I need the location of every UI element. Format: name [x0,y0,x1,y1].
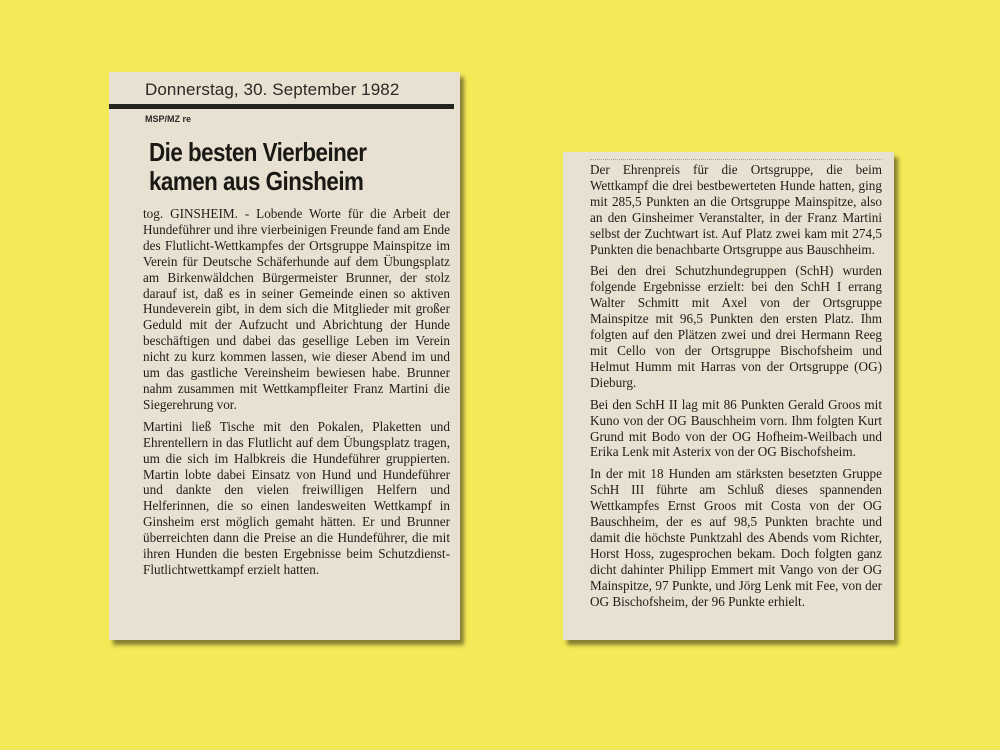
article-headline [149,138,441,196]
newspaper-clipping-left [109,72,460,640]
newspaper-clipping-right [563,152,894,640]
article-paragraph: In der mit 18 Hunden am stärksten besetzten Gruppe SchH III führte am Schluß dieses spannenden Wettkampfes Ernst Groos mit Costa von der OG Bauschheim, der es auf 98,5 Punkten brachte und damit die höchste Punktzahl des Abends vom Richter, Horst Hoss, zugesprochen bekam. Doch folgten ganz dicht dahinter Philipp Emmert mit Vango von der OG Mainspitze, 97 Punkte, und Jörg Lenk mit Fee, von der OG Bischofsheim, der 96 Punkte erhielt. [590,466,882,609]
article-paragraph: tog. GINSHEIM. - Lobende Worte für die Arbeit der Hundeführer und ihre vierbeinigen Freunde fand am Ende des Flutlicht-Wettkampfes der Ortsgruppe Mainspitze im Verein für Deutsche Schäferhunde auf dem Übungsplatz am Birkenwäldchen Bürgermeister Brunner, der stolz darauf ist, daß es in seiner Gemeinde einen so aktiven Hundeverein gibt, in dem sich die Mitglieder mit großer Geduld mit der Aufzucht und Abrichtung der Hunde beschäftigen und dabei das gesellige Leben im Verein nicht zu kurz kommen lassen, wie dieser Abend im und um das gastliche Vereinsheim bewiesen habe. Brunner nahm zusammen mit Wettkampfleiter Franz Martini die Siegerehrung vor. [143,206,450,412]
article-source: MSP/MZ re [145,114,192,124]
article-paragraph: Der Ehrenpreis für die Ortsgruppe, die beim Wettkampf die drei bestbewerteten Hunde hatten, ging mit 285,5 Punkten an die Ortsgruppe Mainspitze, also an den Ginsheimer Veranstalter, in der Franz Martini selbst der Zuchtwart ist. Auf Platz zwei kam mit 274,5 Punkten die benachbarte Ortsgruppe aus Bauschheim. [590,162,882,257]
article-body-left [143,206,450,578]
article-body-right [590,162,882,609]
article-paragraph: Bei den SchH II lag mit 86 Punkten Gerald Groos mit Kuno von der OG Bauschheim vorn. Ihm folgten Kurt Grund mit Bodo von der OG Hofheim-Weilbach und Erika Lenk mit Asterix von der OG Bischofsheim. [590,396,882,460]
header-rule [109,104,454,109]
torn-top-edge [590,156,882,160]
article-paragraph: Bei den drei Schutzhundegruppen (SchH) wurden folgende Ergebnisse erzielt: bei den SchH I errang Walter Schmitt mit Axel von der Ortsgruppe Mainspitze mit 96,5 Punkten den ersten Platz. Ihm folgten auf den Plätzen zwei und drei Hermann Reeg mit Cello von der Ortsgruppe Bischofsheim und Helmut Humm mit Harras von der Ortsgruppe (OG) Dieburg. [590,263,882,390]
headline-line-1: Die besten Vierbeiner [149,137,367,167]
article-paragraph: Martini ließ Tische mit den Pokalen, Plaketten und Ehrentellern in das Flutlicht auf dem Übungsplatz tragen, um die sich im Halbkreis die Hundeführer gruppierten. Martin lobte dabei Einsatz von Hund und Hundeführer und dankte den vielen freiwilligen Helfern und Helferinnen, die so einen landesweiten Wettkampf in Ginsheim erst möglich gemaht hätten. Er und Brunner überreichten dann die Preise an die Hundeführer, die mit ihren Hunden die besten Ergebnisse beim Schutzdienst-Flutlichtwettkampf erzielt hatten. [143,418,450,577]
headline-line-2: kamen aus Ginsheim [149,166,364,196]
article-dateline: Donnerstag, 30. September 1982 [145,80,400,99]
